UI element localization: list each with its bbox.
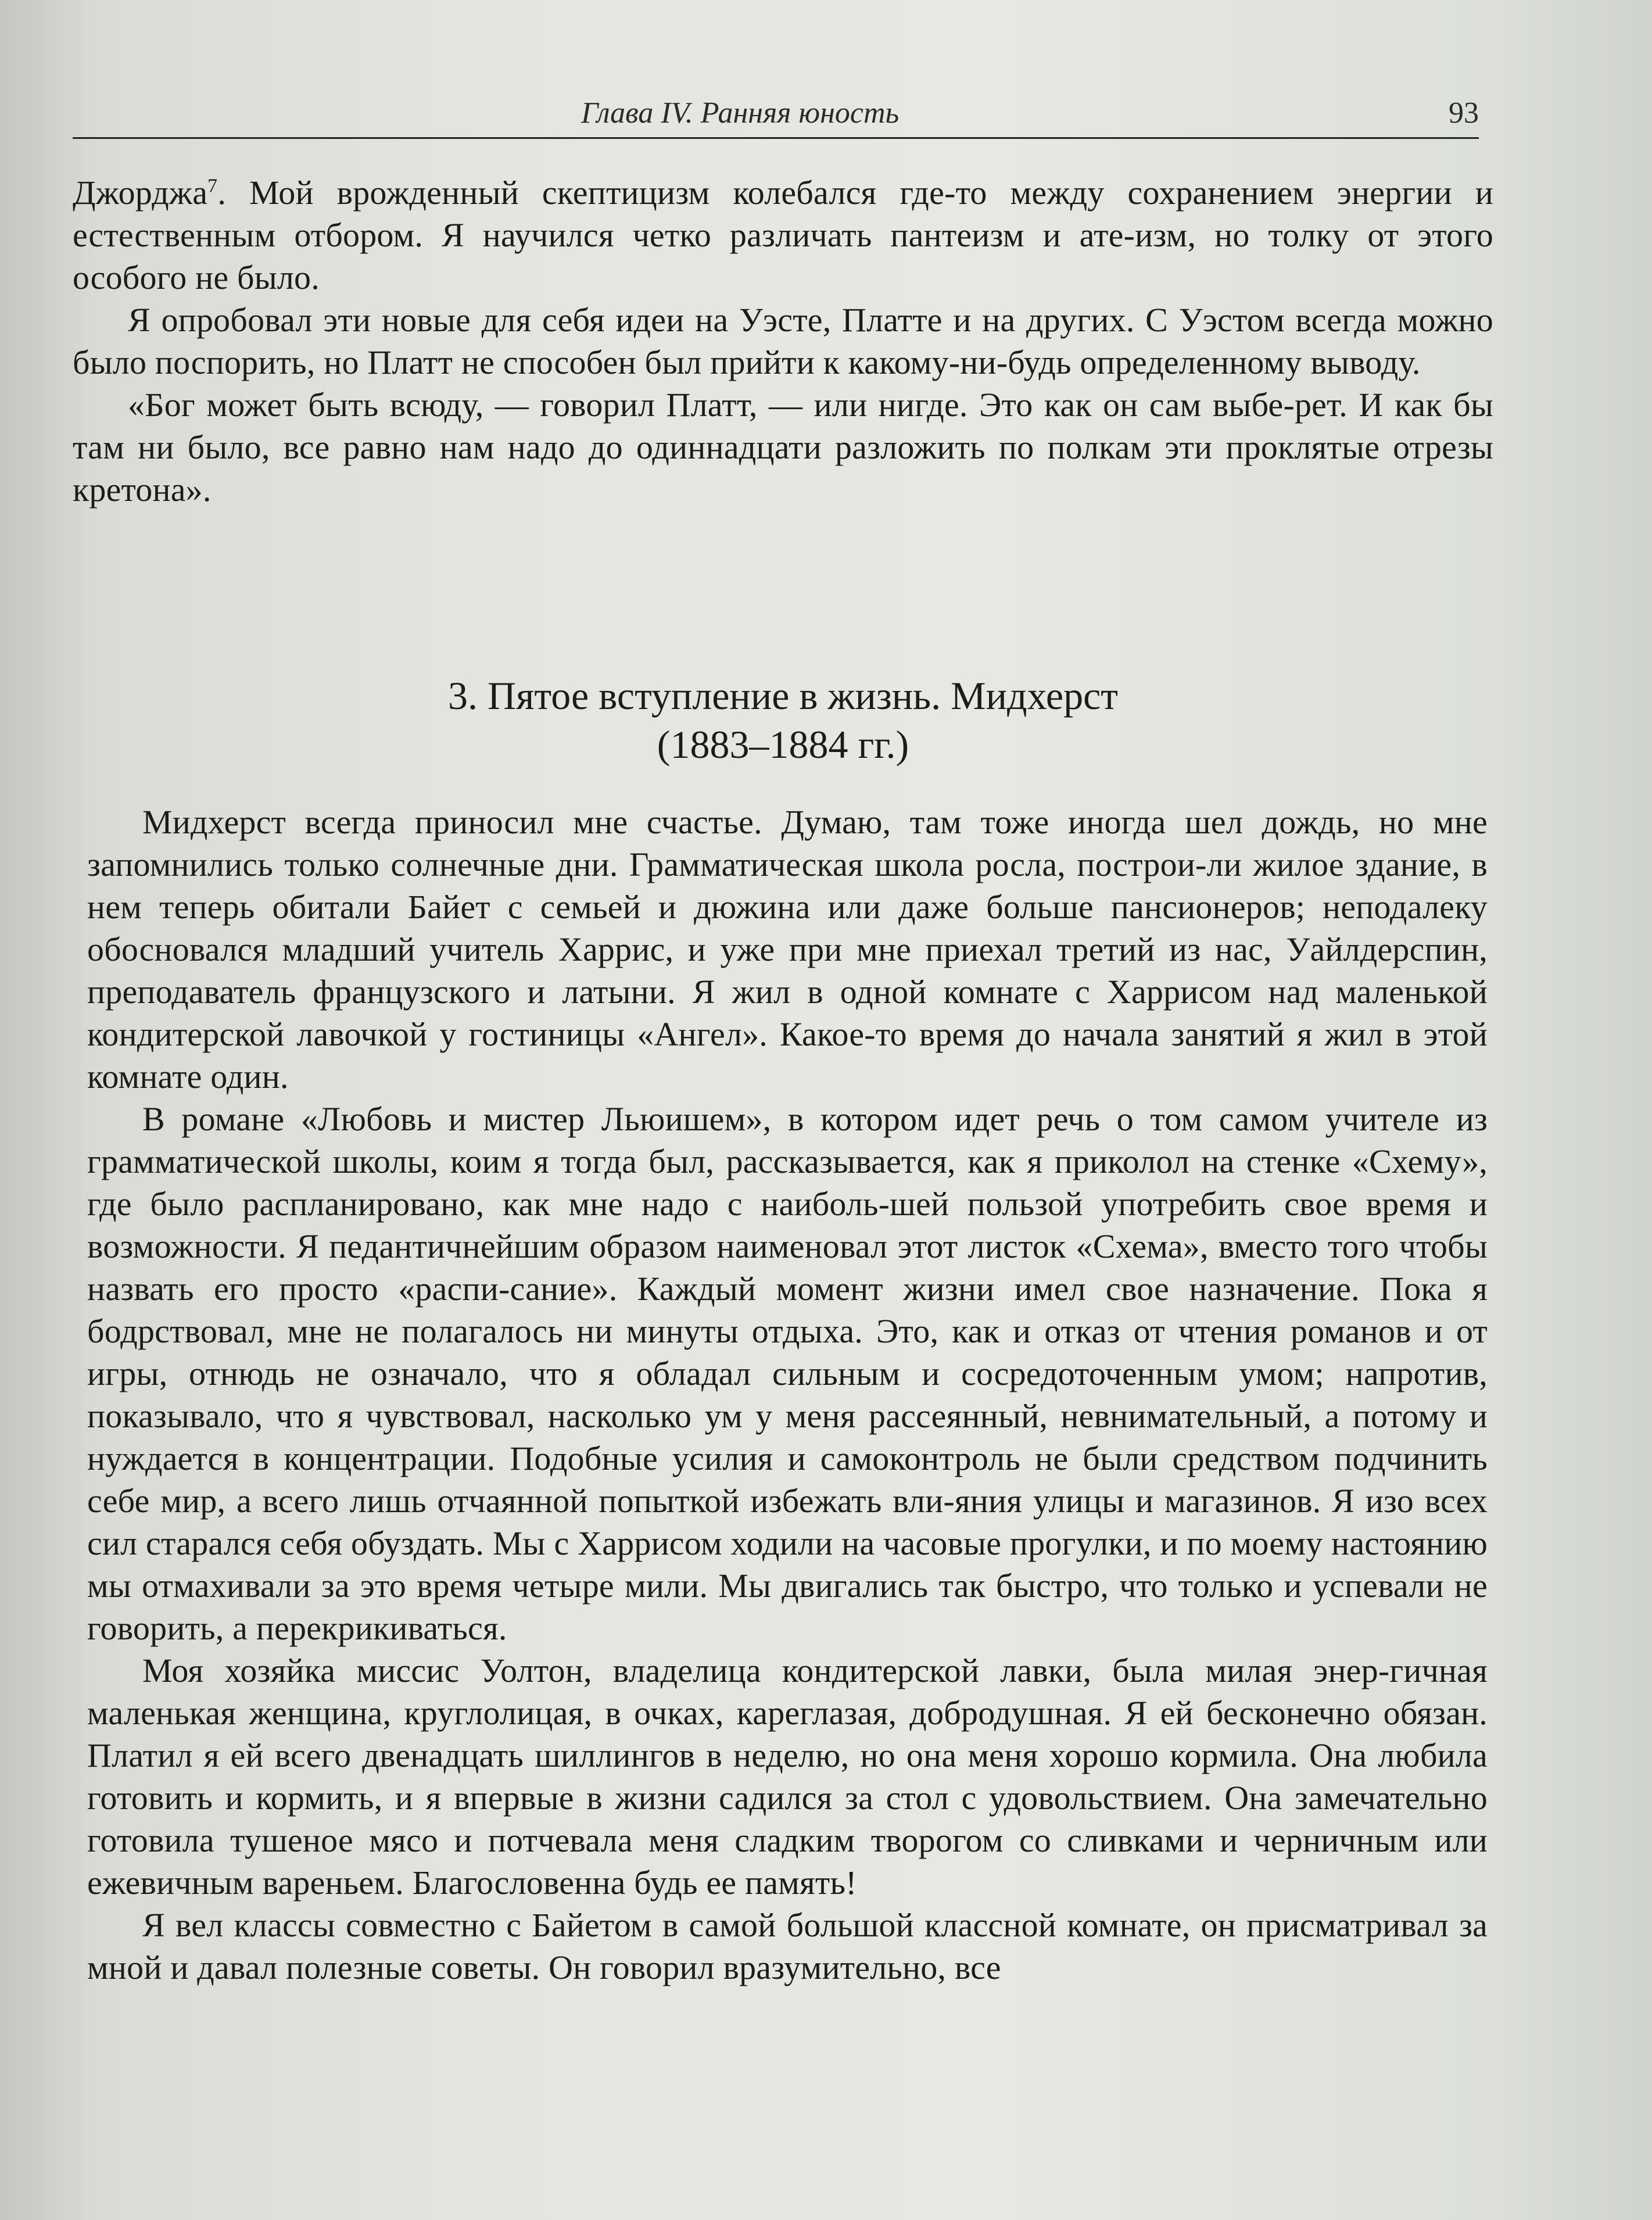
- header-rule: [73, 137, 1479, 139]
- page-number: 93: [1449, 96, 1479, 130]
- paragraph: [73, 171, 1493, 299]
- body-text-bottom: [87, 801, 1488, 1989]
- page-header: [73, 87, 1479, 139]
- paragraph: Мидхерст всегда приносил мне счастье. Думаю, там тоже иногда шел дождь, но мне запомнились только солнечные дни. Грамматическая школа росла, построи-ли жилое здание, в нем теперь обитали Байет с семьей и дюжина или даже больше пансионеров; неподалеку обосновался младший учитель Харрис, и уже при мне приехал третий из нас, Уайлдерспин, преподаватель французского и латыни. Я жил в одной комнате с Харрисом над маленькой кондитерской лавочкой у гостиницы «Ангел». Какое-то время до начала занятий я жил в этой комнате один.: [87, 803, 1488, 1095]
- section-title: 3. Пятое вступление в жизнь. Мидхерст: [448, 674, 1118, 718]
- running-title: Глава IV. Ранняя юность: [581, 96, 900, 130]
- footnote-mark: 7: [207, 175, 218, 197]
- paragraph: В романе «Любовь и мистер Льюишем», в котором идет речь о том самом учителе из грамматической школы, коим я тогда был, рассказывается, как я приколол на стенке «Схему», где было распланировано, как мне надо с наиболь-шей пользой употребить свое время и возможности. Я педантичнейшим образом наименовал этот листок «Схема», вместо того чтобы назвать его просто «распи-сание». Каждый момент жизни имел свое назначение. Пока я бодрствовал, мне не полагалось ни минуты отдыха. Это, как и отказ от чтения романов и от игры, отнюдь не означало, что я обладал сильным и сосредоточенным умом; напротив, показывало, что я чувствовал, насколько ум у меня рассеянный, невнимательный, а потому и нуждается в концентрации. Подобные усилия и самоконтроль не были средством подчинить себе мир, а всего лишь отчаянной попыткой избежать вли-яния улицы и магазинов. Я изо всех сил старался себя обуздать. Мы с Харрисом ходили на часовые прогулки, и по моему настоянию мы отмахивали за это время четыре мили. Мы двигались так быстро, что только и успевали не говорить, а перекрикиваться.: [87, 1100, 1488, 1647]
- paragraph: Моя хозяйка миссис Уолтон, владелица кондитерской лавки, была милая энер-гичная маленькая женщина, круглолицая, в очках, кареглазая, добродушная. Я ей бесконечно обязан. Платил я ей всего двенадцать шиллингов в неделю, но она меня хорошо кормила. Она любила готовить и кормить, и я впервые в жизни садился за стол с удовольствием. Она замечательно готовила тушеное мясо и потчевала меня сладким творогом со сливками и черничным или ежевичным вареньем. Благословенна будь ее память!: [87, 1652, 1488, 1902]
- section-years: (1883–1884 гг.): [657, 722, 909, 767]
- paragraph-rest: . Мой врожденный скептицизм колебался где-то между сохранением энергии и естественным отбором. Я научился четко различать пантеизм и ате-изм, но толку от этого особого не было.: [73, 174, 1493, 296]
- paragraph: Я вел классы совместно с Байетом в самой большой классной комнате, он присматривал за мной и давал полезные советы. Он говорил вразумительно, все: [87, 1906, 1488, 1986]
- paragraph: «Бог может быть всюду, — говорил Платт, — или нигде. Это как он сам выбе-рет. И как бы там ни было, все равно нам надо до одиннадцати разложить по полкам эти проклятые отрезы кретона».: [73, 386, 1493, 509]
- body-text-top: [73, 171, 1493, 511]
- section-heading: [73, 671, 1493, 769]
- paragraph-lead: Джорджа: [73, 174, 208, 212]
- paragraph: Я опробовал эти новые для себя идеи на Уэсте, Платте и на других. С Уэстом всегда можно было поспорить, но Платт не способен был прийти к какому-ни-будь определенному выводу.: [73, 301, 1493, 381]
